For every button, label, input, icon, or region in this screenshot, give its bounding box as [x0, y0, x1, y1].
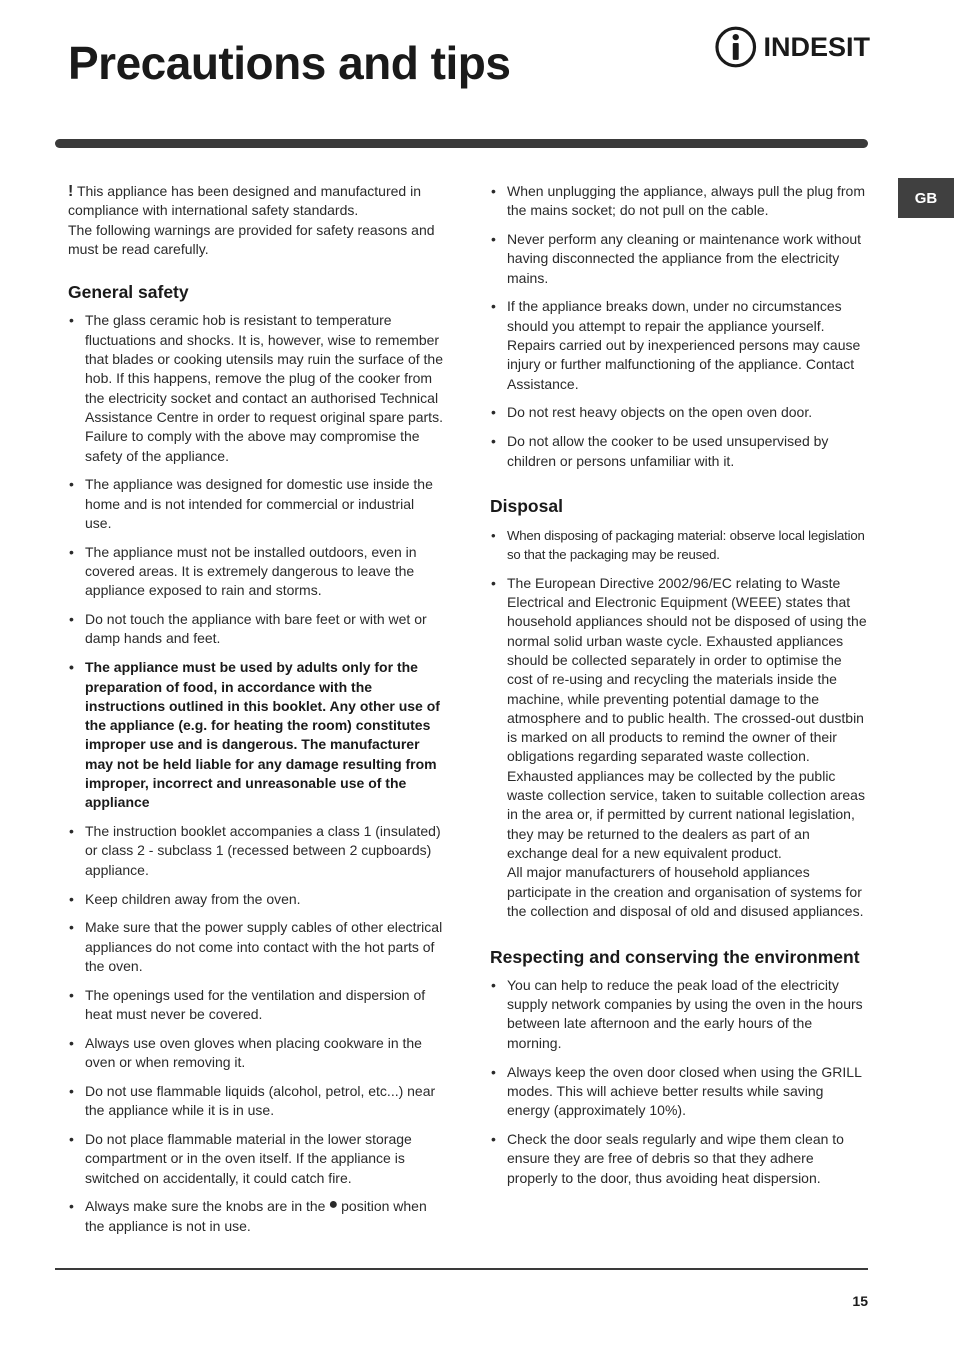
list-item-bold-warning: • The appliance must be used by adults only for the preparation of food, in accordance with the instructions outlined in this booklet. Any other use of the appliance (e.g. for heating the room) constitutes improper use and is dangerous. The manufacturer may not be held liable for any damage resulting from improper, incorrect and unreasonable use of the appliance — [68, 658, 444, 812]
list-item: • Check the door seals regularly and wipe them clean to ensure they are free of debris so that they adhere properly to the door, thus avoiding heat dispersion. — [490, 1130, 868, 1188]
indesit-i-icon — [714, 25, 757, 69]
general-safety-heading: General safety — [68, 282, 189, 303]
intro-line-1 — [68, 182, 444, 221]
bottom-divider — [55, 1268, 868, 1270]
list-item: • Always use oven gloves when placing cookware in the oven or when removing it. — [68, 1034, 444, 1073]
disposal-list — [490, 526, 868, 921]
list-item: • Do not touch the appliance with bare feet or with wet or damp hands and feet. — [68, 610, 444, 649]
general-safety-list — [68, 311, 444, 1235]
list-item: • The instruction booklet accompanies a class 1 (insulated) or class 2 - subclass 1 (recessed between 2 cupboards) appliance. — [68, 822, 444, 880]
off-position-dot-icon: ● — [328, 1196, 339, 1214]
list-item: • The glass ceramic hob is resistant to temperature fluctuations and shocks. It is, however, wise to remember that blades or cooking utensils may ruin the surface of the hob. If this happens, remove the plug of the cooker from the electricity socket and contact an authorised Technical Assistance Centre in order to request original spare parts. Failure to comply with the above may compromise the safety of the appliance. — [68, 311, 444, 465]
list-item: • Do not place flammable material in the lower storage compartment or in the oven itself. If the appliance is switched on accidentally, it could catch fire. — [68, 1130, 444, 1188]
right-column — [490, 182, 868, 1197]
list-item-knob-position — [68, 1197, 444, 1236]
brand-name: INDESIT — [763, 31, 870, 62]
left-column — [68, 182, 444, 1245]
list-item: • Make sure that the power supply cables of other electrical appliances do not come into contact with the hot parts of the oven. — [68, 918, 444, 976]
list-item: • If the appliance breaks down, under no circumstances should you attempt to repair the appliance yourself. Repairs carried out by inexperienced persons may cause injury or further malfunctioning of the appliance. Contact Assistance. — [490, 297, 868, 393]
list-item: • When disposing of packaging material: observe local legislation so that the packaging may be reused. — [490, 526, 868, 565]
list-item: • Never perform any cleaning or maintenance work without having disconnected the appliance from the electricity mains. — [490, 230, 868, 288]
intro-note — [68, 182, 444, 259]
weee-paragraph-3: All major manufacturers of household appliances participate in the creation and organisation of systems for the collection and disposal of old and disused appliances. — [507, 864, 864, 919]
list-item: • The appliance was designed for domestic use inside the home and is not intended for commercial or industrial use. — [68, 475, 444, 533]
list-item: • Keep children away from the oven. — [68, 890, 444, 909]
safety-list-continued — [490, 182, 868, 471]
environment-list — [490, 976, 868, 1188]
knob-text-after: position when the appliance is not in use. — [85, 1198, 427, 1234]
list-item: • Do not allow the cooker to be used unsupervised by children or persons unfamiliar with it. — [490, 432, 868, 471]
list-item: • The openings used for the ventilation and dispersion of heat must never be covered. — [68, 986, 444, 1025]
page-title: Precautions and tips — [68, 37, 511, 89]
list-item-weee — [490, 574, 868, 921]
brand-logo — [714, 24, 870, 70]
list-item: • Do not use flammable liquids (alcohol, petrol, etc...) near the appliance while it is in use. — [68, 1082, 444, 1121]
warning-mark: ! — [68, 183, 74, 200]
top-divider — [55, 139, 868, 148]
knob-text-before: Always make sure the knobs are in the — [85, 1198, 326, 1215]
list-item: • When unplugging the appliance, always pull the plug from the mains socket; do not pull on the cable. — [490, 182, 868, 221]
list-item: • You can help to reduce the peak load of the electricity supply network companies by using the oven in the hours between late afternoon and the early hours of the morning. — [490, 976, 868, 1053]
language-tab: GB — [898, 178, 954, 218]
intro-line-2: The following warnings are provided for safety reasons and must be read carefully. — [68, 221, 435, 257]
weee-paragraph-1: • The European Directive 2002/96/EC relating to Waste Electrical and Electronic Equipment (WEEE) states that household appliances should not be disposed of using the normal solid urban waste cycle. Exhausted appliances should be collected separately in order to optimise the cost of re-using and recycling the materials inside the machine, while preventing potential damage to the atmosphere and to public health. The crossed-out dustbin is marked on all products to remind the owner of their obligations regarding separated waste collection. — [507, 574, 867, 765]
environment-heading: Respecting and conserving the environment — [490, 946, 860, 967]
weee-paragraph-2: Exhausted appliances may be collected by the public waste collection service, taken to suitable collection areas in the area or, if permitted by current national legislation, they may be returned to the dealers as part of an exchange deal for a new equivalent product. — [507, 767, 865, 861]
page-number: 15 — [852, 1293, 868, 1309]
disposal-heading: Disposal — [490, 496, 563, 517]
list-item: • The appliance must not be installed outdoors, even in covered areas. It is extremely dangerous to leave the appliance exposed to rain and storms. — [68, 543, 444, 601]
intro-text-1: This appliance has been designed and manufactured in compliance with international safety standards. — [68, 183, 421, 219]
list-item: • Always keep the oven door closed when using the GRILL modes. This will achieve better results while saving energy (approximately 10%). — [490, 1063, 868, 1121]
list-item: • Do not rest heavy objects on the open oven door. — [490, 403, 868, 422]
